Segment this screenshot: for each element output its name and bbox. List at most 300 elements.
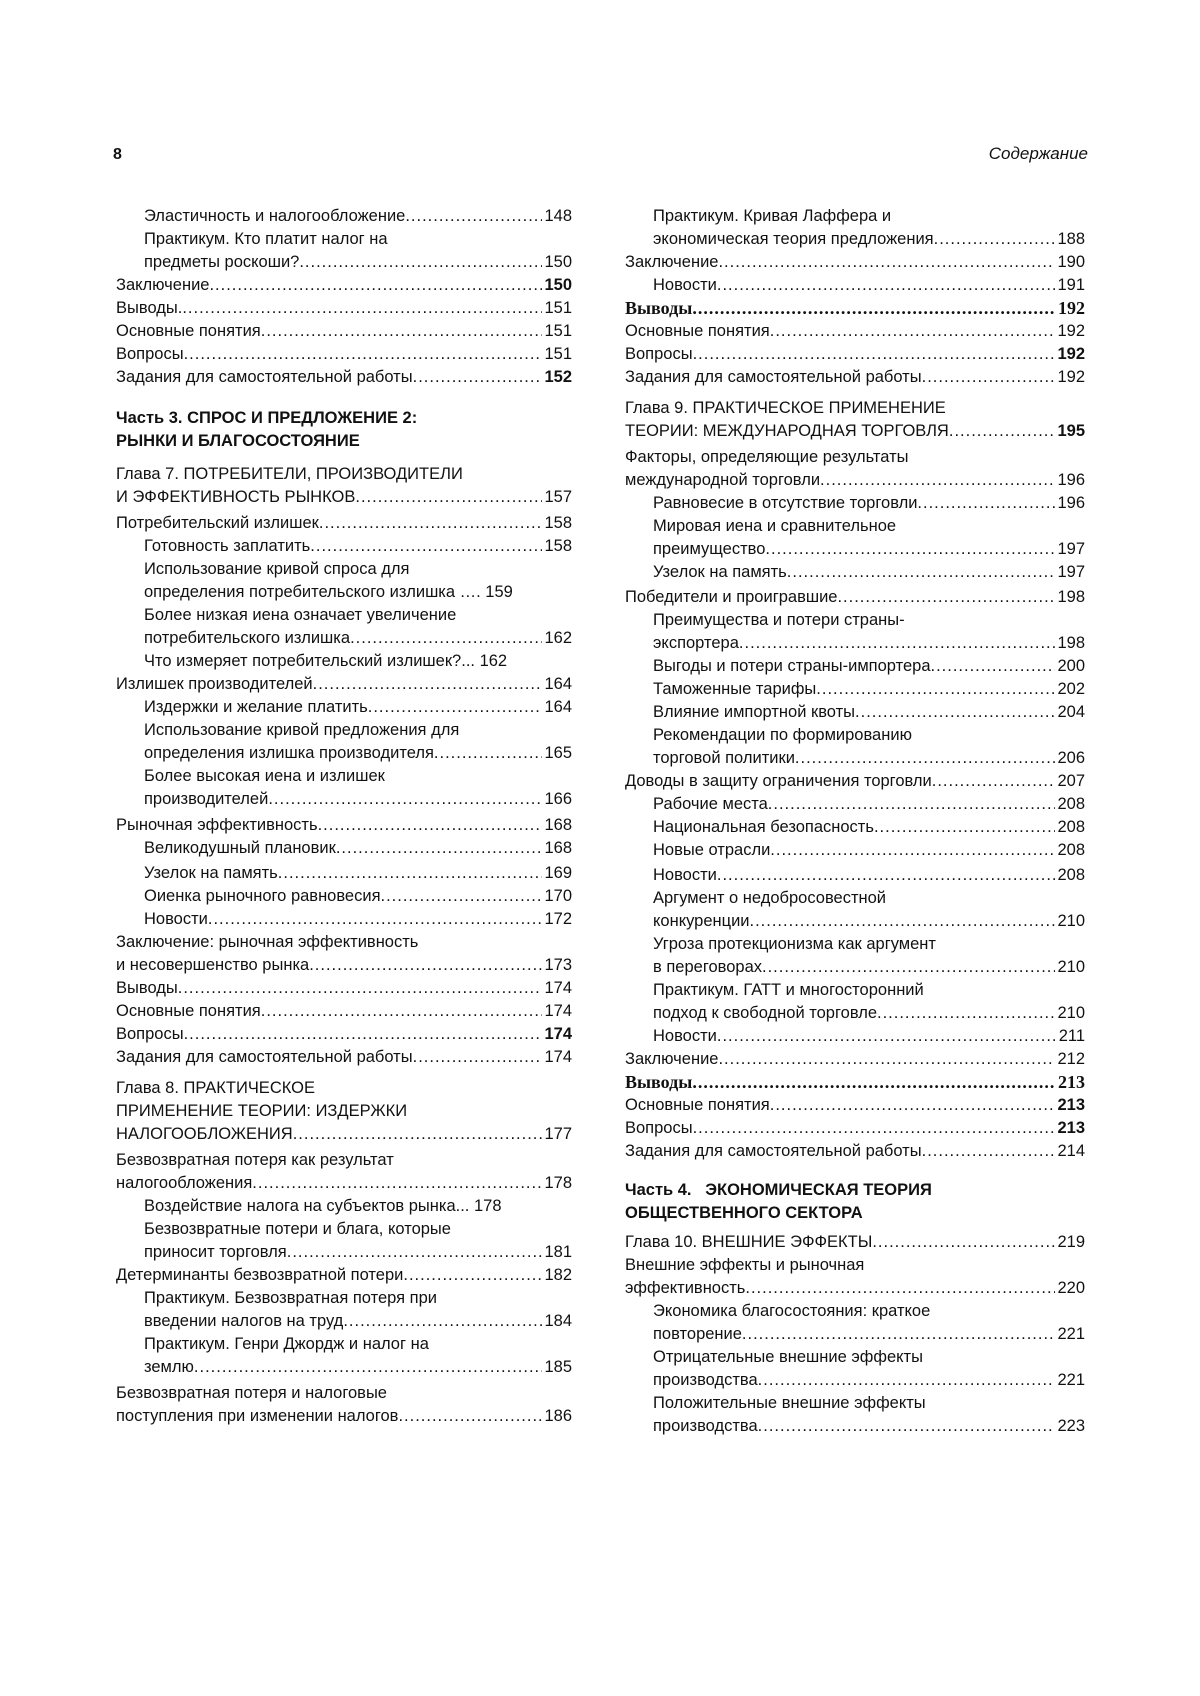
toc-entry <box>625 1048 1085 1071</box>
toc-entry: Заключение: рыночная эффективность <box>116 933 419 951</box>
toc-leader <box>299 251 542 274</box>
toc-entry <box>116 320 572 343</box>
toc-entry-title: определения излишка производителя <box>144 744 434 762</box>
toc-leader <box>434 742 543 765</box>
toc-entry-page: 210 <box>1057 958 1085 976</box>
toc-entry <box>116 1046 572 1069</box>
part-heading: Часть 3. СПРОС И ПРЕДЛОЖЕНИЕ 2: <box>116 409 418 427</box>
toc-entry-page: 192 <box>1057 345 1085 363</box>
toc-leader <box>313 673 543 696</box>
toc-entry-title: Новости <box>653 1027 717 1045</box>
toc-entry: Практикум. Безвозвратная потеря при <box>144 1289 437 1307</box>
page-number: 8 <box>113 146 122 163</box>
toc-entry-page: 214 <box>1057 1142 1085 1160</box>
toc-entry <box>625 793 1085 816</box>
toc-leader <box>208 908 543 931</box>
toc-entry-title: предметы роскоши? <box>144 253 300 271</box>
toc-leader <box>413 1046 543 1069</box>
toc-entry-title: Выводы. <box>116 299 183 317</box>
toc-leader <box>820 469 1055 492</box>
toc-entry-page: 174 <box>544 1048 572 1066</box>
toc-entry-page: 220 <box>1057 1279 1085 1297</box>
toc-entry: определения потребительского излишка …. 159 <box>144 583 513 601</box>
part-heading: ОБЩЕСТВЕННОГО СЕКТОРА <box>625 1204 863 1222</box>
toc-entry-title: приносит торговля <box>144 1243 287 1261</box>
toc-entry-page: 197 <box>1057 540 1085 558</box>
toc-entry: Положительные внешние эффекты <box>653 1394 926 1412</box>
toc-entry <box>625 1094 1085 1117</box>
toc-entry: Внешние эффекты и рыночная <box>625 1256 865 1274</box>
toc-entry <box>625 366 1085 389</box>
toc-leader <box>182 297 542 320</box>
toc-entry-title: Таможенные тарифы <box>653 680 817 698</box>
toc-entry: Практикум. Генри Джордж и налог на <box>144 1335 429 1353</box>
toc-leader <box>336 837 543 860</box>
toc-leader <box>874 816 1056 839</box>
toc-entry: Практикум. Кто платит налог на <box>144 230 388 248</box>
toc-entry <box>625 420 1085 443</box>
toc-entry <box>625 492 1085 515</box>
toc-entry: Использование кривой предложения для <box>144 721 460 739</box>
toc-entry-title: Издержки и желание платить <box>144 698 368 716</box>
toc-entry-page: 164 <box>544 675 572 693</box>
toc-entry-title: Основные понятия <box>116 1002 261 1020</box>
toc-entry-title: Рабочие места <box>653 795 768 813</box>
toc-entry <box>625 1415 1085 1438</box>
toc-entry: Безвозвратная потеря и налоговые <box>116 1384 387 1402</box>
toc-entry-page: 177 <box>544 1125 572 1143</box>
toc-entry-title: Узелок на память <box>144 864 278 882</box>
toc-leader <box>261 320 543 343</box>
toc-entry-title: Задания для самостоятельной работы <box>116 368 413 386</box>
toc-leader <box>398 1405 542 1428</box>
toc-entry-title: поступления при изменении налогов <box>116 1407 399 1425</box>
toc-leader <box>692 297 1056 320</box>
toc-entry-page: 206 <box>1057 749 1085 767</box>
toc-entry <box>625 320 1085 343</box>
toc-entry-page: 168 <box>544 816 572 834</box>
toc-entry-page: 191 <box>1057 276 1085 294</box>
toc-entry-title: Выгоды и потери страны-импортера <box>653 657 931 675</box>
toc-entry-page: 173 <box>544 956 572 974</box>
toc-leader <box>922 366 1056 389</box>
toc-leader <box>765 538 1055 561</box>
toc-leader <box>758 1369 1056 1392</box>
toc-entry-page: 157 <box>544 488 572 506</box>
toc-leader <box>693 343 1056 366</box>
chapter-heading: ПРИМЕНЕНИЕ ТЕОРИИ: ИЗДЕРЖКИ <box>116 1102 408 1120</box>
toc-entry-page: 158 <box>544 537 572 555</box>
toc-leader <box>350 627 542 650</box>
toc-entry-title: Излишек производителей <box>116 675 313 693</box>
running-title: Содержание <box>988 144 1088 163</box>
toc-entry-page: 181 <box>544 1243 572 1261</box>
toc-leader <box>184 343 543 366</box>
toc-entry-page: 219 <box>1057 1233 1085 1251</box>
toc-leader <box>745 1277 1055 1300</box>
toc-leader <box>310 535 542 558</box>
toc-entry-title: производства <box>653 1417 758 1435</box>
toc-entry-title: производства <box>653 1371 758 1389</box>
toc-entry-page: 213 <box>1057 1096 1085 1114</box>
toc-entry-page: 208 <box>1057 795 1085 813</box>
toc-leader <box>768 793 1056 816</box>
toc-leader <box>932 770 1056 793</box>
part-heading: Часть 4. ЭКОНОМИЧЕСКАЯ ТЕОРИЯ <box>625 1181 932 1199</box>
toc-leader <box>877 1002 1055 1025</box>
toc-entry <box>625 655 1085 678</box>
toc-entry-title: Вопросы <box>625 345 693 363</box>
toc-leader <box>268 788 542 811</box>
toc-entry-title: Новости <box>144 910 208 928</box>
toc-leader <box>770 839 1055 862</box>
toc-entry-title: Основные понятия <box>116 322 261 340</box>
toc-entry <box>625 910 1085 933</box>
toc-leader <box>261 1000 543 1023</box>
toc-entry <box>625 1231 1085 1254</box>
toc-entry-page: 198 <box>1057 634 1085 652</box>
toc-entry <box>625 228 1085 251</box>
toc-leader <box>717 1025 1057 1048</box>
toc-leader <box>252 1172 542 1195</box>
toc-entry-title: введении налогов на труд <box>144 1312 344 1330</box>
toc-leader <box>278 862 543 885</box>
toc-entry <box>625 816 1085 839</box>
toc-entry-title: торговой политики <box>653 749 795 767</box>
toc-leader <box>293 1123 543 1146</box>
toc-entry-page: 208 <box>1057 841 1085 859</box>
chapter-heading: Глава 7. ПОТРЕБИТЕЛИ, ПРОИЗВОДИТЕЛИ <box>116 465 463 483</box>
toc-entry: Рекомендации по формированию <box>653 726 912 744</box>
toc-entry-title: Оиенка рыночного равновесия <box>144 887 381 905</box>
toc-right-column <box>625 205 1085 1438</box>
toc-entry-title: землю <box>144 1358 194 1376</box>
toc-entry: Более низкая иена означает увеличение <box>144 606 457 624</box>
toc-entry-page: 184 <box>544 1312 572 1330</box>
toc-leader <box>318 814 543 837</box>
toc-entry-page: 192 <box>1057 322 1085 340</box>
toc-entry-title: Заключение <box>116 276 210 294</box>
toc-entry <box>116 862 572 885</box>
toc-leader <box>209 274 542 297</box>
toc-leader <box>178 977 543 1000</box>
toc-entry <box>116 627 572 650</box>
toc-entry-page: 207 <box>1057 772 1085 790</box>
toc-entry-page: 198 <box>1057 588 1085 606</box>
toc-entry-page: 166 <box>544 790 572 808</box>
toc-entry-page: 196 <box>1057 471 1085 489</box>
toc-entry-page: 190 <box>1057 253 1085 271</box>
toc-entry-title: НАЛОГООБЛОЖЕНИЯ <box>116 1125 293 1143</box>
toc-entry-page: 192 <box>1058 298 1085 318</box>
toc-entry-title: эффективность <box>625 1279 746 1297</box>
toc-entry <box>116 343 572 366</box>
toc-leader <box>319 512 543 535</box>
toc-leader <box>403 1264 542 1287</box>
toc-entry <box>625 1117 1085 1140</box>
toc-entry-title: Вопросы <box>625 1119 693 1137</box>
toc-leader <box>413 366 543 389</box>
toc-entry <box>625 1323 1085 1346</box>
toc-leader <box>931 655 1056 678</box>
toc-leader <box>343 1310 542 1333</box>
toc-entry-page: 211 <box>1058 1027 1085 1045</box>
toc-entry-page: 212 <box>1057 1050 1085 1068</box>
toc-entry-title: Задания для самостоятельной работы <box>116 1048 413 1066</box>
toc-entry: Мировая иена и сравнительное <box>653 517 897 535</box>
toc-entry <box>116 1172 572 1195</box>
toc-leader <box>692 1071 1056 1094</box>
toc-entry <box>625 770 1085 793</box>
chapter-heading: Глава 9. ПРАКТИЧЕСКОЕ ПРИМЕНЕНИЕ <box>625 399 946 417</box>
toc-entry-title: Заключение <box>625 253 719 271</box>
toc-leader <box>742 1323 1056 1346</box>
part-heading: РЫНКИ И БЛАГОСОСТОЯНИЕ <box>116 432 360 450</box>
toc-entry-page: 210 <box>1057 912 1085 930</box>
toc-entry-page: 158 <box>544 514 572 532</box>
toc-entry: Факторы, определяющие результаты <box>625 448 909 466</box>
toc-entry-title: международной торговли <box>625 471 821 489</box>
toc-entry: Отрицательные внешние эффекты <box>653 1348 923 1366</box>
toc-entry-page: 150 <box>544 276 572 294</box>
toc-entry-page: 188 <box>1057 230 1085 248</box>
toc-entry <box>116 297 572 320</box>
toc-entry-page: 196 <box>1057 494 1085 512</box>
toc-entry-title: Детерминанты безвозвратной потери <box>116 1266 404 1284</box>
toc-leader <box>381 885 543 908</box>
toc-entry-page: 186 <box>544 1407 572 1425</box>
toc-entry <box>625 538 1085 561</box>
toc-entry <box>116 1356 572 1379</box>
toc-entry-page: 182 <box>544 1266 572 1284</box>
toc-entry-page: 197 <box>1057 563 1085 581</box>
toc-entry-page: 210 <box>1057 1004 1085 1022</box>
toc-entry-title: экономическая теория предложения <box>653 230 934 248</box>
toc-entry <box>116 535 572 558</box>
toc-entry-title: Рыночная эффективность <box>116 816 318 834</box>
toc-leader <box>368 696 543 719</box>
toc-leader <box>762 956 1055 979</box>
toc-entry <box>116 366 572 389</box>
toc-entry <box>116 1264 572 1287</box>
toc-entry: Угроза протекционизма как аргумент <box>653 935 936 953</box>
toc-entry <box>625 1002 1085 1025</box>
toc-entry-page: 202 <box>1057 680 1085 698</box>
toc-entry-page: 208 <box>1057 866 1085 884</box>
toc-entry <box>116 1310 572 1333</box>
toc-entry-title: подход к свободной торговле <box>653 1004 878 1022</box>
toc-entry-page: 223 <box>1057 1417 1085 1435</box>
toc-leader <box>787 561 1056 584</box>
toc-leader <box>184 1023 543 1046</box>
toc-entry <box>625 1369 1085 1392</box>
toc-entry <box>116 1000 572 1023</box>
toc-entry <box>625 701 1085 724</box>
toc-leader <box>855 701 1055 724</box>
toc-entry <box>625 678 1085 701</box>
toc-entry-title: Новые отрасли <box>653 841 771 859</box>
toc-entry-page: 152 <box>544 368 572 386</box>
toc-entry-title: конкуренции <box>653 912 750 930</box>
toc-entry-page: 168 <box>544 839 572 857</box>
toc-entry-page: 221 <box>1057 1371 1085 1389</box>
toc-entry <box>625 343 1085 366</box>
toc-entry <box>116 954 572 977</box>
toc-entry-page: 185 <box>544 1358 572 1376</box>
toc-entry <box>625 864 1085 887</box>
toc-entry <box>116 673 572 696</box>
toc-entry: Безвозвратные потери и блага, которые <box>144 1220 451 1238</box>
toc-entry-title: Задания для самостоятельной работы <box>625 368 922 386</box>
toc-entry <box>625 586 1085 609</box>
toc-leader <box>750 910 1056 933</box>
toc-entry-title: Основные понятия <box>625 1096 770 1114</box>
toc-entry-title: производителей <box>144 790 269 808</box>
toc-entry-title: Равновесие в отсутствие торговли <box>653 494 918 512</box>
toc-entry <box>625 632 1085 655</box>
toc-entry: Безвозвратная потеря как результат <box>116 1151 394 1169</box>
toc-leader <box>309 954 542 977</box>
toc-entry: Практикум. Кривая Лаффера и <box>653 207 892 225</box>
toc-entry-title: и несовершенство рынка <box>116 956 310 974</box>
toc-leader <box>287 1241 543 1264</box>
toc-entry <box>625 1140 1085 1163</box>
toc-entry-page: 195 <box>1057 422 1085 440</box>
toc-entry-title: Вопросы <box>116 345 184 363</box>
toc-entry <box>625 839 1085 862</box>
toc-entry-title: Выводы <box>625 298 693 318</box>
toc-entry <box>116 205 572 228</box>
toc-entry <box>116 885 572 908</box>
toc-leader <box>949 420 1056 443</box>
toc-leader <box>917 492 1055 515</box>
toc-entry-page: 213 <box>1057 1119 1085 1137</box>
toc-leader <box>718 251 1055 274</box>
toc-entry-page: 151 <box>544 322 572 340</box>
toc-entry-page: 169 <box>544 864 572 882</box>
toc-entry <box>625 956 1085 979</box>
toc-entry-page: 164 <box>544 698 572 716</box>
toc-entry <box>625 251 1085 274</box>
toc-leader <box>816 678 1055 701</box>
toc-entry-title: ТЕОРИИ: МЕЖДУНАРОДНАЯ ТОРГОВЛЯ <box>625 422 949 440</box>
toc-entry <box>116 696 572 719</box>
toc-entry-title: Великодушный плановик <box>144 839 336 857</box>
toc-entry-page: 150 <box>544 253 572 271</box>
toc-entry: Использование кривой спроса для <box>144 560 410 578</box>
toc-entry-page: 172 <box>544 910 572 928</box>
toc-entry <box>625 561 1085 584</box>
toc-entry <box>116 837 572 860</box>
toc-leader <box>405 205 542 228</box>
toc-entry-page: 208 <box>1057 818 1085 836</box>
toc-entry-title: налогообложения <box>116 1174 253 1192</box>
toc-leader <box>717 274 1056 297</box>
toc-entry-title: Победители и проигравшие <box>625 588 838 606</box>
toc-entry: Более высокая иена и излишек <box>144 767 385 785</box>
toc-entry <box>116 908 572 931</box>
toc-entry-page: 174 <box>544 979 572 997</box>
toc-entry-title: Глава 10. ВНЕШНИЕ ЭФФЕКТЫ <box>625 1233 873 1251</box>
toc-entry-title: Новости <box>653 276 717 294</box>
toc-entry <box>116 512 572 535</box>
toc-entry-page: 151 <box>544 299 572 317</box>
toc-entry <box>116 788 572 811</box>
toc-entry: Практикум. ГАТТ и многосторонний <box>653 981 924 999</box>
toc-entry-page: 165 <box>544 744 572 762</box>
toc-entry <box>116 1023 572 1046</box>
toc-leader <box>837 586 1055 609</box>
toc-entry-page: 148 <box>544 207 572 225</box>
toc-entry-page: 192 <box>1057 368 1085 386</box>
toc-leader <box>194 1356 543 1379</box>
toc-leader <box>739 632 1056 655</box>
toc-leader <box>922 1140 1056 1163</box>
toc-left-column <box>116 205 572 1428</box>
toc-entry-page: 174 <box>544 1002 572 1020</box>
toc-entry-title: Выводы <box>625 1072 693 1092</box>
toc-entry <box>116 1405 572 1428</box>
toc-entry-page: 204 <box>1057 703 1085 721</box>
toc-entry <box>116 742 572 765</box>
toc-entry-title: в переговорах <box>653 958 763 976</box>
toc-entry-title: Вопросы <box>116 1025 184 1043</box>
toc-entry-title: Потребительский излишек <box>116 514 319 532</box>
toc-entry-title: Выводы <box>116 979 178 997</box>
toc-leader <box>693 1117 1056 1140</box>
toc-entry: Что измеряет потребительский излишек?... 162 <box>144 652 508 670</box>
toc-entry-page: 162 <box>544 629 572 647</box>
toc-leader <box>718 1048 1055 1071</box>
toc-entry <box>625 274 1085 297</box>
toc-entry <box>116 814 572 837</box>
toc-leader <box>717 864 1056 887</box>
toc-entry-title: Влияние импортной квоты <box>653 703 856 721</box>
toc-entry-title: Задания для самостоятельной работы <box>625 1142 922 1160</box>
toc-entry <box>116 977 572 1000</box>
toc-entry-page: 174 <box>544 1025 572 1043</box>
toc-entry-title: Эластичность и налогообложение <box>144 207 406 225</box>
toc-entry <box>625 747 1085 770</box>
toc-entry-title: Доводы в защиту ограничения торговли <box>625 772 932 790</box>
toc-entry <box>625 1025 1085 1048</box>
toc-entry <box>625 1071 1085 1094</box>
toc-entry-page: 151 <box>544 345 572 363</box>
toc-entry-title: Национальная безопасность <box>653 818 874 836</box>
toc-entry <box>116 274 572 297</box>
toc-entry <box>116 1241 572 1264</box>
toc-entry <box>116 251 572 274</box>
toc-leader <box>795 747 1056 770</box>
toc-entry-title: И ЭФФЕКТИВНОСТЬ РЫНКОВ <box>116 488 356 506</box>
toc-entry-title: Новости <box>653 866 717 884</box>
toc-leader <box>872 1231 1055 1254</box>
toc-entry-title: Заключение <box>625 1050 719 1068</box>
toc-entry-page: 213 <box>1058 1072 1085 1092</box>
toc-leader <box>770 320 1056 343</box>
toc-entry-title: повторение <box>653 1325 742 1343</box>
toc-entry <box>625 297 1085 320</box>
toc-entry <box>116 486 572 509</box>
toc-entry-title: преимущество <box>653 540 766 558</box>
toc-entry: Воздействие налога на субъектов рынка... 178 <box>144 1197 502 1215</box>
chapter-heading: Глава 8. ПРАКТИЧЕСКОЕ <box>116 1079 315 1097</box>
toc-entry <box>116 1123 572 1146</box>
toc-entry <box>625 469 1085 492</box>
toc-entry: Экономика благосостояния: краткое <box>653 1302 931 1320</box>
toc-leader <box>355 486 542 509</box>
toc-entry-page: 200 <box>1057 657 1085 675</box>
